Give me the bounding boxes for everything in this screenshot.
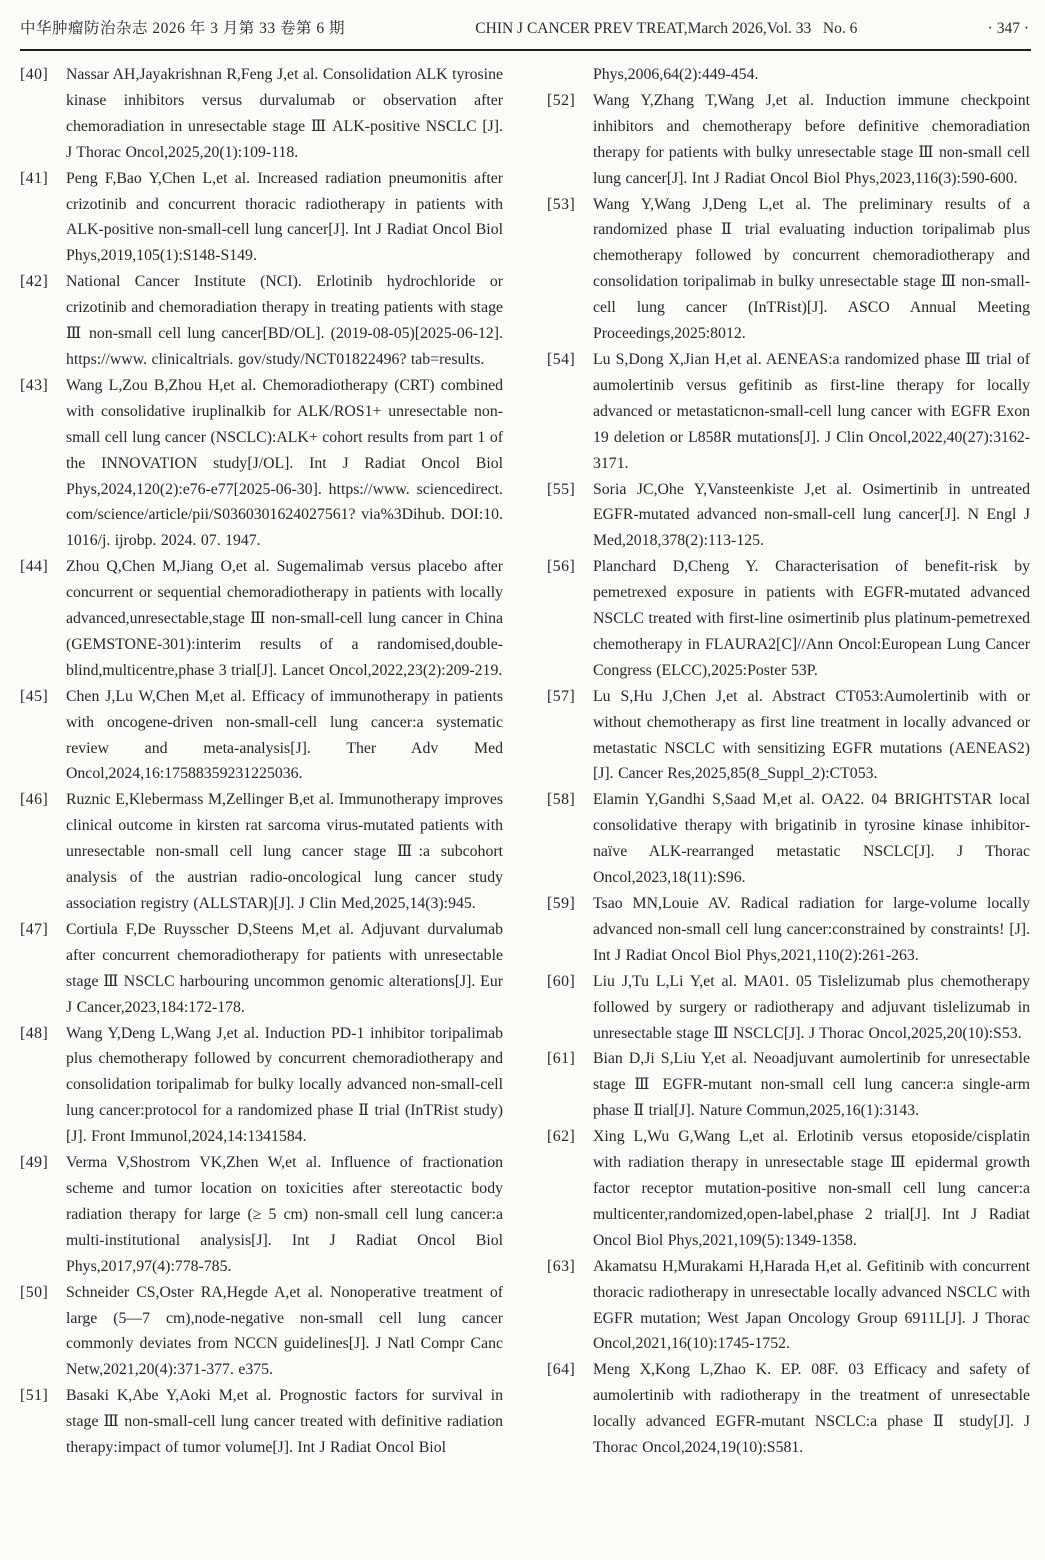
reference-text: Meng X,Kong L,Zhao K. EP. 08F. 03 Efficacy and safety of aumolertinib with radiotherapy in the treatment of unresectable locally advanced EGFR-mutant NSCLC:a phase Ⅱ study[J]. J Thorac Oncol,2024,19(10):S581. — [593, 1361, 1030, 1457]
reference-text: Wang Y,Deng L,Wang J,et al. Induction PD-1 inhibitor toripalimab plus chemotherapy followed by concurrent chemoradiotherapy and consolidation toripalimab for bulky locally advanced non-small-cell lung cancer:protocol for a randomized phase Ⅱ trial (InTRist study)[J]. Front Immunol,2024,14:1341584. — [66, 1024, 503, 1146]
reference-text: Zhou Q,Chen M,Jiang O,et al. Sugemalimab versus placebo after concurrent or sequential chemoradiotherapy in patients with locally advanced,unresectable,stage Ⅲ non-small-cell lung cancer in China (GEMSTONE-301):interim results of a randomised,double-blind,multicentre,phase 3 trial[J]. Lancet Oncol,2022,23(2):209-219. — [66, 558, 503, 679]
reference-item — [547, 62, 1030, 88]
reference-number: [51] — [20, 1387, 49, 1405]
reference-text: Nassar AH,Jayakrishnan R,Feng J,et al. Consolidation ALK tyrosine kinase inhibitors versus durvalumab or observation after chemoradiation in unresectable stage Ⅲ ALK-positive NSCLC [J]. J Thorac Oncol,2025,20(1):109-118. — [66, 66, 503, 161]
reference-text: Lu S,Dong X,Jian H,et al. AENEAS:a randomized phase Ⅲ trial of aumolertinib versus gefitinib as first-line therapy for locally advanced or metastaticnon-small-cell lung cancer with EGFR Exon 19 deletion or L858R mutations[J]. J Clin Oncol,2022,40(27):3162-3171. — [593, 350, 1030, 472]
reference-item — [20, 554, 503, 684]
reference-item — [547, 1254, 1030, 1358]
journal-title-english: CHIN J CANCER PREV TREAT,March 2026,Vol. 33 No. 6 — [475, 20, 858, 37]
reference-text: Peng F,Bao Y,Chen L,et al. Increased radiation pneumonitis after crizotinib and concurrent thoracic radiotherapy in patients with ALK-positive non-small-cell lung cancer[J]. Int J Radiat Oncol Biol Phys,2019,105(1):S148-S149. — [66, 169, 503, 265]
reference-number: [50] — [20, 1283, 49, 1301]
reference-item — [547, 1124, 1030, 1254]
references-right-column — [547, 62, 1030, 1461]
reference-item — [20, 684, 503, 788]
reference-number: [64] — [547, 1361, 576, 1379]
reference-item — [547, 1046, 1030, 1124]
reference-text: Basaki K,Abe Y,Aoki M,et al. Prognostic factors for survival in stage Ⅲ non-small-cell lung cancer treated with definitive radiation therapy:impact of tumor volume[J]. Int J Radiat Oncol Biol — [66, 1387, 503, 1457]
reference-number: [56] — [547, 558, 576, 576]
reference-text: Akamatsu H,Murakami H,Harada H,et al. Gefitinib with concurrent thoracic radiotherapy in unresectable locally advanced NSCLC with EGFR mutation; West Japan Oncology Group 6911L[J]. J Thorac Oncol,2021,16(10):1745-1752. — [593, 1257, 1030, 1353]
reference-item — [20, 1150, 503, 1280]
reference-item — [547, 477, 1030, 555]
reference-number: [48] — [20, 1024, 49, 1042]
header-divider — [20, 49, 1031, 51]
references-left-column — [20, 62, 503, 1461]
reference-number: [59] — [547, 895, 576, 912]
reference-number: [54] — [547, 350, 576, 368]
reference-item — [20, 1280, 503, 1384]
reference-text: Bian D,Ji S,Liu Y,et al. Neoadjuvant aumolertinib for unresectable stage Ⅲ EGFR-mutant non-small cell lung cancer:a single-arm phase Ⅱ trial[J]. Nature Commun,2025,16(1):3143. — [593, 1050, 1030, 1120]
reference-number: [42] — [20, 273, 49, 291]
reference-number: [61] — [547, 1050, 576, 1068]
reference-item — [547, 347, 1030, 477]
reference-item — [547, 891, 1030, 969]
reference-item — [20, 62, 503, 166]
reference-item — [547, 684, 1030, 788]
reference-number: [49] — [20, 1154, 49, 1172]
reference-number: [63] — [547, 1257, 576, 1275]
reference-text: Liu J,Tu L,Li Y,et al. MA01. 05 Tislelizumab plus chemotherapy followed by surgery or radiotherapy and adjuvant tislelizumab in unresectable stage Ⅲ NSCLC[J]. J Thorac Oncol,2025,20(10):S53. — [593, 972, 1030, 1042]
references-columns — [20, 62, 1030, 1461]
reference-item — [547, 787, 1030, 891]
reference-number: [58] — [547, 791, 576, 809]
reference-text: Wang L,Zou B,Zhou H,et al. Chemoradiotherapy (CRT) combined with consolidative iruplinalkib for ALK/ROS1+ unresectable non-small cell lung cancer (NSCLC):ALK+ cohort results from part 1 of the INNOVATION study[J/OL]. Int J Radiat Oncol Biol Phys,2024,120(2):e76-e77[2025-06-30]. https://www. sciencedirect. com/science/article/pii/S0360301624027561? via%3Dihub. DOI:10. 1016/j. ijrobp. 2024. 07. 1947. — [66, 376, 503, 550]
reference-item — [20, 917, 503, 1021]
reference-number: [43] — [20, 376, 49, 394]
reference-text: Soria JC,Ohe Y,Vansteenkiste J,et al. Osimertinib in untreated EGFR-mutated advanced non-small-cell lung cancer[J]. N Engl J Med,2018,378(2):113-125. — [593, 480, 1030, 550]
reference-text: Phys,2006,64(2):449-454. — [593, 66, 759, 83]
reference-item — [547, 192, 1030, 347]
reference-number: [44] — [20, 558, 49, 576]
page-number: · 347 · — [987, 20, 1029, 37]
reference-item — [547, 1357, 1030, 1461]
reference-number: [52] — [547, 91, 576, 109]
reference-number: [47] — [20, 920, 49, 938]
reference-number: [62] — [547, 1128, 576, 1146]
reference-number: [40] — [20, 66, 49, 83]
reference-item — [20, 373, 503, 554]
reference-item — [20, 1021, 503, 1151]
reference-number: [41] — [20, 169, 49, 187]
reference-item — [20, 269, 503, 373]
reference-text: Wang Y,Wang J,Deng L,et al. The preliminary results of a randomized phase Ⅱ trial evaluating induction toripalimab plus chemotherapy followed by concurrent chemoradiotherapy and consolidation toripalimab in bulky unresectable stage Ⅲ non-small-cell lung cancer (InTRist)[J]. ASCO Annual Meeting Proceedings,2025:8012. — [593, 195, 1030, 343]
reference-text: Chen J,Lu W,Chen M,et al. Efficacy of immunotherapy in patients with oncogene-driven non-small-cell lung cancer:a systematic review and meta-analysis[J]. Ther Adv Med Oncol,2024,16:17588359231225036. — [66, 687, 503, 783]
reference-number: [53] — [547, 195, 576, 213]
reference-text: Verma V,Shostrom VK,Zhen W,et al. Influence of fractionation scheme and tumor location on toxicities after stereotactic body radiation therapy for large (≥ 5 cm) non-small cell lung cancer:a multi-institutional analysis[J]. Int J Radiat Oncol Biol Phys,2017,97(4):778-785. — [66, 1154, 503, 1275]
reference-number: [57] — [547, 687, 576, 705]
journal-title-chinese: 中华肿瘤防治杂志 2026 年 3 月第 33 卷第 6 期 — [20, 20, 346, 37]
reference-number: [55] — [547, 480, 576, 498]
reference-text: Lu S,Hu J,Chen J,et al. Abstract CT053:Aumolertinib with or without chemotherapy as first line treatment in locally advanced or metastatic NSCLC with sensitizing EGFR mutations (AENEAS2)[J]. Cancer Res,2025,85(8_Suppl_2):CT053. — [593, 687, 1030, 783]
page-header — [20, 16, 1029, 38]
reference-text: Ruznic E,Klebermass M,Zellinger B,et al. Immunotherapy improves clinical outcome in kirsten rat sarcoma virus-mutated patients with unresectable non-small cell lung cancer stage Ⅲ:a subcohort analysis of the austrian radio-oncological lung cancer study association registry (ALLSTAR)[J]. J Clin Med,2025,14(3):945. — [66, 791, 503, 912]
reference-text: Elamin Y,Gandhi S,Saad M,et al. OA22. 04 BRIGHTSTAR local consolidative therapy with brigatinib in tyrosine kinase inhibitor-naïve ALK-rearranged metastatic NSCLC[J]. J Thorac Oncol,2023,18(11):S96. — [593, 791, 1030, 887]
reference-text: Cortiula F,De Ruysscher D,Steens M,et al. Adjuvant durvalumab after concurrent chemoradiotherapy for patients with unresectable stage Ⅲ NSCLC harbouring uncommon genomic alterations[J]. Eur J Cancer,2023,184:172-178. — [66, 920, 503, 1016]
reference-item — [547, 88, 1030, 192]
reference-text: National Cancer Institute (NCI). Erlotinib hydrochloride or crizotinib and chemoradiation therapy in treating patients with stage Ⅲ non-small cell lung cancer[BD/OL]. (2019-08-05)[2025-06-12]. https://www. clinicaltrials. gov/study/NCT01822496? tab=results. — [66, 273, 503, 368]
reference-number: [60] — [547, 972, 576, 990]
reference-number: [45] — [20, 687, 49, 705]
reference-item — [547, 969, 1030, 1047]
reference-text: Schneider CS,Oster RA,Hegde A,et al. Nonoperative treatment of large (5—7 cm),node-negative non-small cell lung cancer commonly deviates from NCCN guidelines[J]. J Natl Compr Canc Netw,2021,20(4):371-377. e375. — [66, 1283, 503, 1379]
reference-item — [547, 554, 1030, 684]
reference-text: Tsao MN,Louie AV. Radical radiation for large-volume locally advanced non-small cell lung cancer:constrained by constraints! [J]. Int J Radiat Oncol Biol Phys,2021,110(2):261-263. — [593, 895, 1030, 964]
reference-item — [20, 166, 503, 270]
reference-text: Xing L,Wu G,Wang L,et al. Erlotinib versus etoposide/cisplatin with radiation therapy in unresectable stage Ⅲ epidermal growth factor receptor mutation-positive non-small cell lung cancer:a multicenter,randomized,open-label,phase 2 trial[J]. Int J Radiat Oncol Biol Phys,2021,109(5):1349-1358. — [593, 1128, 1030, 1249]
reference-text: Wang Y,Zhang T,Wang J,et al. Induction immune checkpoint inhibitors and chemotherapy before definitive chemoradiation therapy for patients with bulky unresectable stage Ⅲ non-small cell lung cancer[J]. Int J Radiat Oncol Biol Phys,2023,116(3):590-600. — [593, 91, 1030, 187]
reference-item — [20, 1383, 503, 1461]
reference-text: Planchard D,Cheng Y. Characterisation of benefit-risk by pemetrexed exposure in patients with EGFR-mutated advanced NSCLC treated with first-line osimertinib plus platinum-pemetrexed chemotherapy in FLAURA2[C]//Ann Oncol:European Lung Cancer Congress (ELCC),2025:Poster 53P. — [593, 558, 1030, 679]
reference-number: [46] — [20, 791, 49, 809]
reference-item — [20, 787, 503, 917]
